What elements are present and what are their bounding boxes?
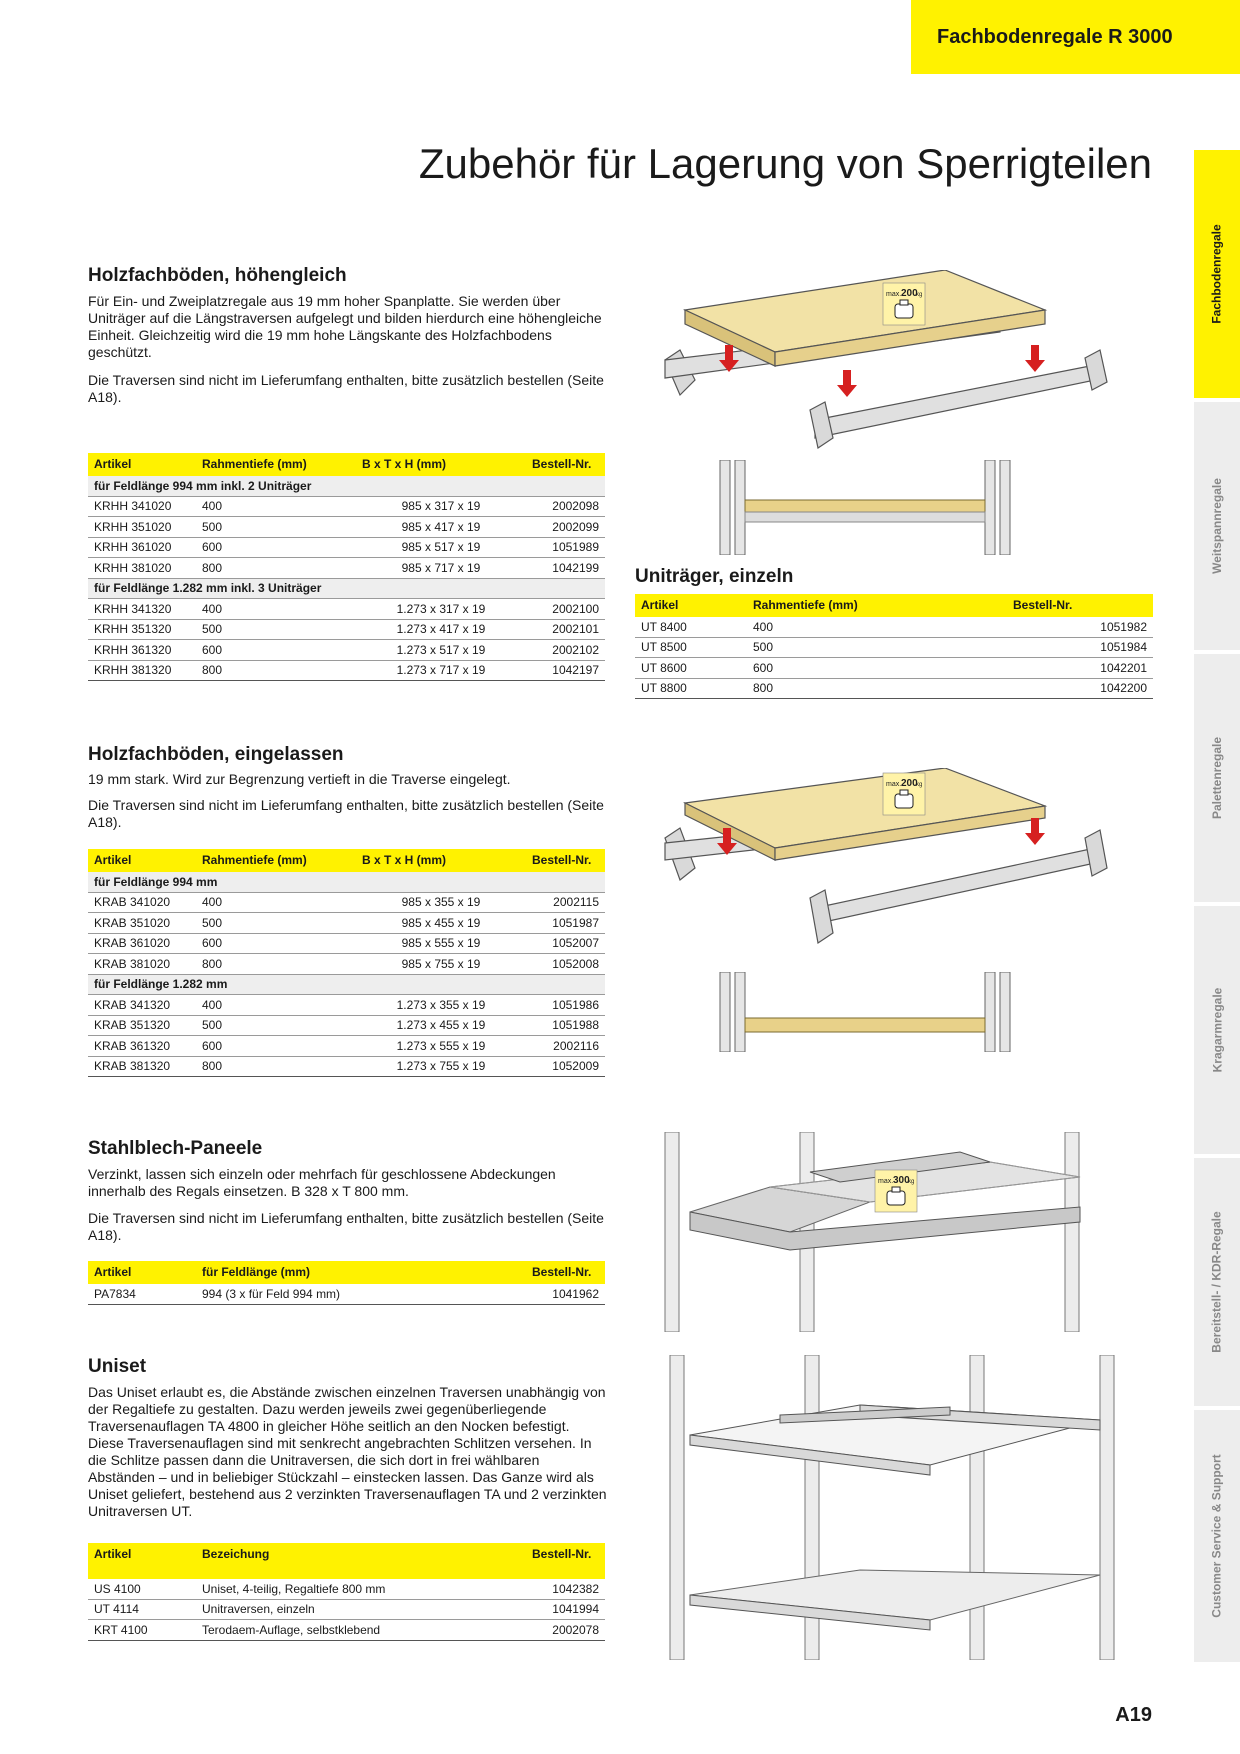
cell-rahmentiefe: 800: [747, 678, 1007, 699]
catalog-section-badge: [911, 0, 1240, 74]
cell-rahmentiefe: 600: [196, 537, 356, 558]
cell-artikel: US 4100: [88, 1579, 196, 1599]
cell-dimensions: 985 x 755 x 19: [356, 954, 526, 975]
table-header-row: [635, 594, 1153, 617]
group-row: [88, 578, 605, 599]
cell-bestell-nr: 1051987: [526, 913, 605, 934]
table-row: [88, 640, 605, 661]
table-row: [88, 1015, 605, 1036]
table-row: [88, 1036, 605, 1057]
cell-bestell-nr: 1042197: [526, 660, 605, 681]
column-header: Rahmentiefe (mm): [196, 453, 356, 476]
cell-rahmentiefe: 800: [196, 1056, 356, 1077]
cell-artikel: KRHH 361020: [88, 537, 196, 558]
product-table-paneele: [88, 1261, 605, 1305]
cell-artikel: KRAB 341020: [88, 892, 196, 913]
table-row: [88, 954, 605, 975]
load-unit: kg: [916, 782, 923, 788]
column-header: Artikel: [88, 1261, 196, 1284]
product-table-hoehengleich: [88, 453, 605, 681]
cell-artikel: KRT 4100: [88, 1620, 196, 1641]
column-header: Bestell-Nr.: [526, 1543, 605, 1579]
column-header: Bestell-Nr.: [526, 1261, 605, 1284]
table-header-row: [88, 1261, 605, 1284]
cell-rahmentiefe: 500: [747, 637, 1007, 658]
table-row: [88, 619, 605, 640]
cell-bestell-nr: 1052008: [526, 954, 605, 975]
table-row: [635, 658, 1153, 679]
group-row: [88, 974, 605, 995]
tab-label: Kragarmregale: [1210, 987, 1224, 1073]
catalog-section-label: Fachbodenregale R 3000: [937, 25, 1173, 48]
column-header: für Feldlänge (mm): [196, 1261, 526, 1284]
tab-weitspannregale[interactable]: [1194, 402, 1240, 652]
group-label: für Feldlänge 1.282 mm: [88, 974, 605, 995]
page-title: Zubehör für Lagerung von Sperrigteilen: [418, 140, 1152, 187]
cell-rahmentiefe: 500: [196, 913, 356, 934]
cell-dimensions: 1.273 x 455 x 19: [356, 1015, 526, 1036]
section-note: Die Traversen sind nicht im Lieferumfang enthalten, bitte zusätzlich bestellen (Seite A18).: [88, 797, 604, 830]
load-prefix: max.: [886, 291, 902, 298]
column-header: Artikel: [88, 849, 196, 872]
cell-rahmentiefe: 500: [196, 1015, 356, 1036]
load-value: 200: [901, 778, 918, 789]
table-row: [88, 1579, 605, 1599]
column-header: Bestell-Nr.: [526, 453, 605, 476]
product-table-unitraeger: [635, 594, 1153, 699]
cell-rahmentiefe: 600: [747, 658, 1007, 679]
product-table-eingelassen: [88, 849, 605, 1077]
cell-bestell-nr: 1042382: [526, 1579, 605, 1599]
cell-artikel: KRAB 361320: [88, 1036, 196, 1057]
cell-bestell-nr: 2002115: [526, 892, 605, 913]
cell-artikel: KRAB 351020: [88, 913, 196, 934]
section-description: Für Ein- und Zweiplatzregale aus 19 mm hoher Spanplatte. Sie werden über Uniträger auf die Längstraversen aufgelegt und bilden hierdurch eine höhengleiche Einheit. Gleichzeitig wird die 19 mm hohe Längskante des Holzfachbodens geschützt.: [88, 293, 602, 360]
cell-bestell-nr: 1051984: [1007, 637, 1153, 658]
tab-label: Customer Service & Support: [1210, 1454, 1224, 1618]
group-row: [88, 872, 605, 892]
cell-dimensions: 985 x 455 x 19: [356, 913, 526, 934]
section-title-eingelassen: Holzfachböden, eingelassen: [88, 744, 344, 765]
cell-dimensions: 1.273 x 317 x 19: [356, 599, 526, 620]
cell-bestell-nr: 2002102: [526, 640, 605, 661]
table-row: [88, 892, 605, 913]
cell-artikel: PA7834: [88, 1284, 196, 1304]
cell-bestell-nr: 2002078: [526, 1620, 605, 1641]
cell-dimensions: 1.273 x 417 x 19: [356, 619, 526, 640]
cell-artikel: KRAB 381320: [88, 1056, 196, 1077]
table-row: [88, 1056, 605, 1077]
column-header: Bestell-Nr.: [1007, 594, 1153, 617]
tab-customer-service[interactable]: [1194, 1410, 1240, 1664]
section-note: Die Traversen sind nicht im Lieferumfang enthalten, bitte zusätzlich bestellen (Seite A18).: [88, 1210, 604, 1243]
tab-label: Fachbodenregale: [1210, 224, 1225, 324]
section-title-unitraeger: Uniträger, einzeln: [635, 566, 794, 587]
cell-bestell-nr: 1052007: [526, 933, 605, 954]
cell-bestell-nr: 2002099: [526, 517, 605, 538]
load-unit: kg: [916, 292, 923, 298]
table-row: [88, 933, 605, 954]
table-row: [635, 678, 1153, 699]
uniset-illustration: [660, 1355, 1120, 1660]
column-header: Artikel: [635, 594, 747, 617]
table-header-row: [88, 849, 605, 872]
cell-artikel: UT 8600: [635, 658, 747, 679]
cell-artikel: KRAB 341320: [88, 995, 196, 1016]
tab-bereitstell-kdr-regale[interactable]: [1194, 1158, 1240, 1408]
cell-artikel: KRHH 381020: [88, 558, 196, 579]
cell-bestell-nr: 1041962: [526, 1284, 605, 1304]
table-row: [88, 1284, 605, 1304]
cell-artikel: KRHH 351020: [88, 517, 196, 538]
cell-artikel: KRHH 341020: [88, 496, 196, 517]
wood-shelf-recessed-illustration: [655, 768, 1125, 948]
cell-bestell-nr: 1041994: [526, 1599, 605, 1620]
column-header: Bezeichung: [196, 1543, 526, 1579]
wood-shelf-side-view: [715, 460, 1015, 555]
cell-dimensions: 985 x 517 x 19: [356, 537, 526, 558]
cell-bestell-nr: 2002100: [526, 599, 605, 620]
cell-dimensions: 1.273 x 355 x 19: [356, 995, 526, 1016]
cell-dimensions: 985 x 417 x 19: [356, 517, 526, 538]
cell-rahmentiefe: 400: [196, 892, 356, 913]
section-description: 19 mm stark. Wird zur Begrenzung vertieft in die Traverse eingelegt.: [88, 771, 511, 787]
cell-dimensions: 1.273 x 755 x 19: [356, 1056, 526, 1077]
table-row: [88, 1620, 605, 1641]
cell-bestell-nr: 1051989: [526, 537, 605, 558]
wood-shelf-level-illustration: [655, 270, 1125, 470]
load-value: 300: [893, 1175, 910, 1186]
cell-rahmentiefe: 600: [196, 640, 356, 661]
cell-artikel: KRAB 381020: [88, 954, 196, 975]
section-title-stahlblech: Stahlblech-Paneele: [88, 1138, 263, 1159]
cell-rahmentiefe: 600: [196, 1036, 356, 1057]
tab-label: Weitspannregale: [1210, 478, 1224, 574]
cell-bestell-nr: 1042199: [526, 558, 605, 579]
cell-bestell-nr: 1052009: [526, 1056, 605, 1077]
group-label: für Feldlänge 1.282 mm inkl. 3 Uniträger: [88, 578, 605, 599]
table-row: [88, 496, 605, 517]
cell-dimensions: 985 x 555 x 19: [356, 933, 526, 954]
group-row: [88, 476, 605, 496]
column-header: Artikel: [88, 453, 196, 476]
cell-bestell-nr: 1051982: [1007, 617, 1153, 637]
cell-bestell-nr: 1051986: [526, 995, 605, 1016]
column-header: Artikel: [88, 1543, 196, 1579]
tab-kragarmregale[interactable]: [1194, 906, 1240, 1156]
cell-bestell-nr: 1051988: [526, 1015, 605, 1036]
table-row: [88, 1599, 605, 1620]
tab-fachbodenregale[interactable]: [1194, 150, 1240, 400]
table-row: [88, 599, 605, 620]
table-header-row: [88, 1543, 605, 1579]
section-title-uniset: Uniset: [88, 1356, 147, 1377]
product-table-uniset: [88, 1543, 605, 1641]
table-row: [88, 537, 605, 558]
cell-bestell-nr: 1042201: [1007, 658, 1153, 679]
cell-bestell-nr: 2002098: [526, 496, 605, 517]
cell-dimensions: 985 x 717 x 19: [356, 558, 526, 579]
cell-feldlaenge: 994 (3 x für Feld 994 mm): [196, 1284, 526, 1304]
cell-artikel: KRHH 361320: [88, 640, 196, 661]
table-row: [88, 995, 605, 1016]
load-unit: kg: [908, 1179, 915, 1185]
cell-rahmentiefe: 500: [196, 517, 356, 538]
cell-rahmentiefe: 400: [196, 995, 356, 1016]
tab-label: Bereitstell- / KDR-Regale: [1210, 1211, 1224, 1353]
group-label: für Feldlänge 994 mm: [88, 872, 605, 892]
cell-rahmentiefe: 800: [196, 660, 356, 681]
table-row: [635, 637, 1153, 658]
cell-bezeichnung: Unitraversen, einzeln: [196, 1599, 526, 1620]
cell-rahmentiefe: 400: [196, 599, 356, 620]
column-header: Bestell-Nr.: [526, 849, 605, 872]
page-number: A19: [1115, 1704, 1152, 1726]
column-header: B x T x H (mm): [356, 849, 526, 872]
cell-artikel: UT 4114: [88, 1599, 196, 1620]
cell-artikel: UT 8500: [635, 637, 747, 658]
table-row: [88, 660, 605, 681]
cell-artikel: UT 8800: [635, 678, 747, 699]
cell-dimensions: 1.273 x 555 x 19: [356, 1036, 526, 1057]
cell-artikel: KRAB 351320: [88, 1015, 196, 1036]
cell-dimensions: 1.273 x 517 x 19: [356, 640, 526, 661]
table-row: [88, 913, 605, 934]
section-description: Verzinkt, lassen sich einzeln oder mehrfach für geschlossene Abdeckungen innerhalb des Regals einsetzen. B 328 x T 800 mm.: [88, 1166, 556, 1199]
cell-dimensions: 1.273 x 717 x 19: [356, 660, 526, 681]
cell-rahmentiefe: 800: [196, 954, 356, 975]
tab-label: Palettenregale: [1210, 736, 1225, 820]
cell-artikel: KRHH 341320: [88, 599, 196, 620]
tab-palettenregale[interactable]: [1194, 654, 1240, 904]
side-tab-nav: [1194, 150, 1240, 1664]
cell-bestell-nr: 2002116: [526, 1036, 605, 1057]
cell-bezeichnung: Uniset, 4-teilig, Regaltiefe 800 mm: [196, 1579, 526, 1599]
cell-bezeichnung: Terodaem-Auflage, selbstklebend: [196, 1620, 526, 1641]
cell-dimensions: 985 x 355 x 19: [356, 892, 526, 913]
load-value: 200: [901, 288, 918, 299]
cell-artikel: KRHH 381320: [88, 660, 196, 681]
table-row: [635, 617, 1153, 637]
cell-bestell-nr: 2002101: [526, 619, 605, 640]
cell-rahmentiefe: 800: [196, 558, 356, 579]
cell-dimensions: 985 x 317 x 19: [356, 496, 526, 517]
cell-artikel: KRHH 351320: [88, 619, 196, 640]
section-description: Das Uniset erlaubt es, die Abstände zwischen einzelnen Traversen unabhängig von der Regaltiefe zu gestalten. Dazu werden jeweils zwei gegenüberliegende Traversenauflagen TA 4800 in gleicher Höhe seitlich an den Nocken befestigt. Diese Traversenauflagen sind mit senkrecht angebrachten Schlitzen versehen. In die Schlitze passen dann die Unitraversen, die sich dort in frei wählbaren Abständen – und in beliebiger Stückzahl – einstecken lassen. Das Ganze wird als Uniset geliefert, bestehend aus 2 verzinkten Traversenauflagen TA und 2 verzinkten Unitraversen UT.: [88, 1384, 607, 1519]
section-note: Die Traversen sind nicht im Lieferumfang enthalten, bitte zusätzlich bestellen (Seite A18).: [88, 372, 604, 405]
cell-artikel: UT 8400: [635, 617, 747, 637]
cell-rahmentiefe: 500: [196, 619, 356, 640]
load-prefix: max.: [886, 781, 902, 788]
load-prefix: max.: [878, 1178, 894, 1185]
cell-artikel: KRAB 361020: [88, 933, 196, 954]
column-header: Rahmentiefe (mm): [196, 849, 356, 872]
wood-shelf-recessed-side-view: [715, 972, 1015, 1052]
table-header-row: [88, 453, 605, 476]
section-title-hoehengleich: Holzfachböden, höhengleich: [88, 265, 347, 286]
table-row: [88, 517, 605, 538]
table-row: [88, 558, 605, 579]
steel-panel-illustration: [660, 1132, 1120, 1332]
group-label: für Feldlänge 994 mm inkl. 2 Uniträger: [88, 476, 605, 496]
cell-rahmentiefe: 400: [747, 617, 1007, 637]
column-header: Rahmentiefe (mm): [747, 594, 1007, 617]
cell-rahmentiefe: 400: [196, 496, 356, 517]
column-header: B x T x H (mm): [356, 453, 526, 476]
cell-bestell-nr: 1042200: [1007, 678, 1153, 699]
cell-rahmentiefe: 600: [196, 933, 356, 954]
